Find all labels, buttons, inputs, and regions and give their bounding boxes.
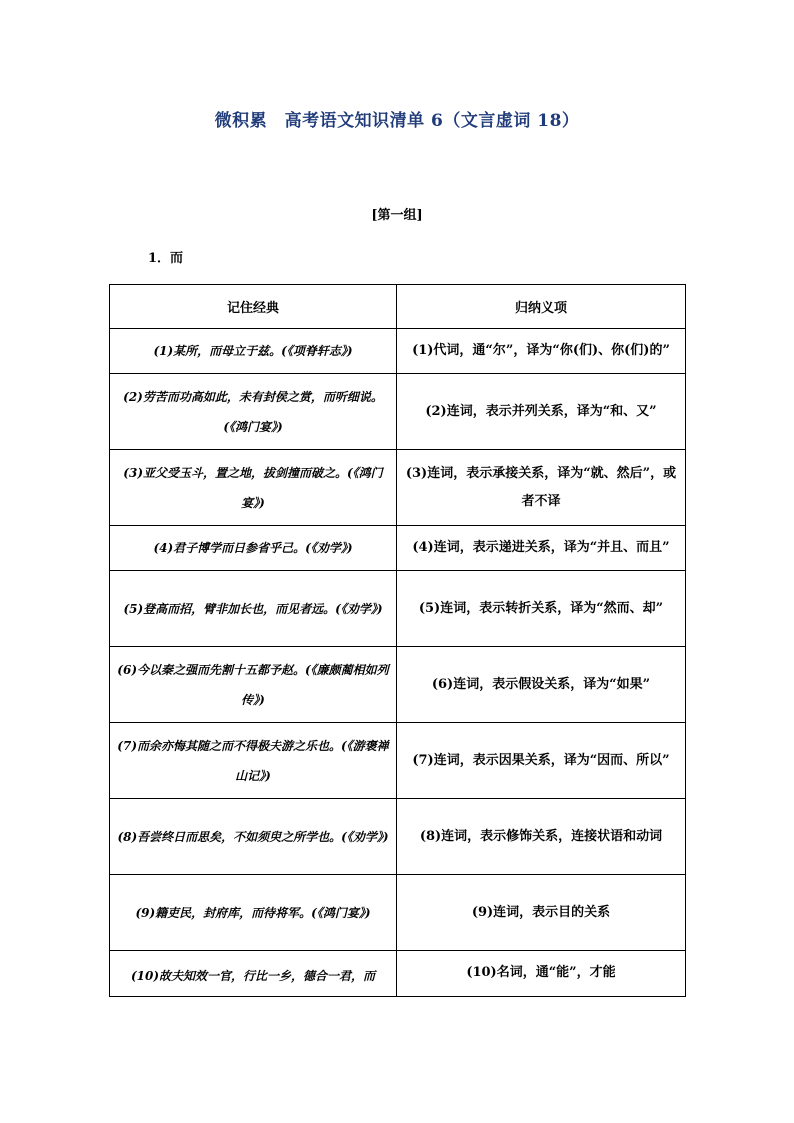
column-header-senses: 归纳义项 xyxy=(397,285,686,329)
table-row xyxy=(110,329,686,374)
table-row xyxy=(110,723,686,799)
sense-cell: (4)连词，表示递进关系，译为“并且、而且” xyxy=(397,526,686,571)
table-row xyxy=(110,951,686,997)
sense-cell: (7)连词，表示因果关系，译为“因而、所以” xyxy=(397,723,686,799)
example-cell: (1)某所，而母立于兹。(《项脊轩志》) xyxy=(110,329,397,374)
table-row xyxy=(110,799,686,875)
table-row xyxy=(110,571,686,647)
example-cell: (6)今以秦之强而先割十五都予赵。(《廉颇蔺相如列传》) xyxy=(110,647,397,723)
example-cell: (8)吾尝终日而思矣，不如须臾之所学也。(《劝学》) xyxy=(110,799,397,875)
example-cell: (5)登高而招，臂非加长也，而见者远。(《劝学》) xyxy=(110,571,397,647)
group-heading: [第一组] xyxy=(371,208,423,223)
example-cell: (10)故夫知效一官，行比一乡，德合一君，而 xyxy=(110,951,397,997)
sense-cell: (2)连词，表示并列关系，译为“和、又” xyxy=(397,374,686,450)
item-heading: 1．而 xyxy=(148,251,184,266)
table-row xyxy=(110,374,686,450)
page-title: 微积累 高考语文知识清单 6（文言虚词 18） xyxy=(214,111,580,131)
table-row xyxy=(110,647,686,723)
example-cell: (9)籍吏民，封府库，而待将军。(《鸿门宴》) xyxy=(110,875,397,951)
vocabulary-table xyxy=(109,284,686,997)
example-cell: (3)亚父受玉斗，置之地，拔剑撞而破之。(《鸿门宴》) xyxy=(110,450,397,526)
sense-cell: (5)连词，表示转折关系，译为“然而、却” xyxy=(397,571,686,647)
sense-cell: (3)连词，表示承接关系，译为“就、然后”，或者不译 xyxy=(397,450,686,526)
table-row xyxy=(110,526,686,571)
table-header-row xyxy=(110,285,686,329)
example-cell: (2)劳苦而功高如此，未有封侯之赏，而听细说。(《鸿门宴》) xyxy=(110,374,397,450)
example-cell: (7)而余亦悔其随之而不得极夫游之乐也。(《游褒禅山记》) xyxy=(110,723,397,799)
table-row xyxy=(110,875,686,951)
sense-cell: (1)代词，通“尔”，译为“你(们)、你(们)的” xyxy=(397,329,686,374)
table-row xyxy=(110,450,686,526)
column-header-examples: 记住经典 xyxy=(110,285,397,329)
sense-cell: (10)名词，通“能”，才能 xyxy=(397,951,686,997)
sense-cell: (6)连词，表示假设关系，译为“如果” xyxy=(397,647,686,723)
sense-cell: (8)连词，表示修饰关系，连接状语和动词 xyxy=(397,799,686,875)
example-cell: (4)君子博学而日参省乎己。(《劝学》) xyxy=(110,526,397,571)
sense-cell: (9)连词，表示目的关系 xyxy=(397,875,686,951)
